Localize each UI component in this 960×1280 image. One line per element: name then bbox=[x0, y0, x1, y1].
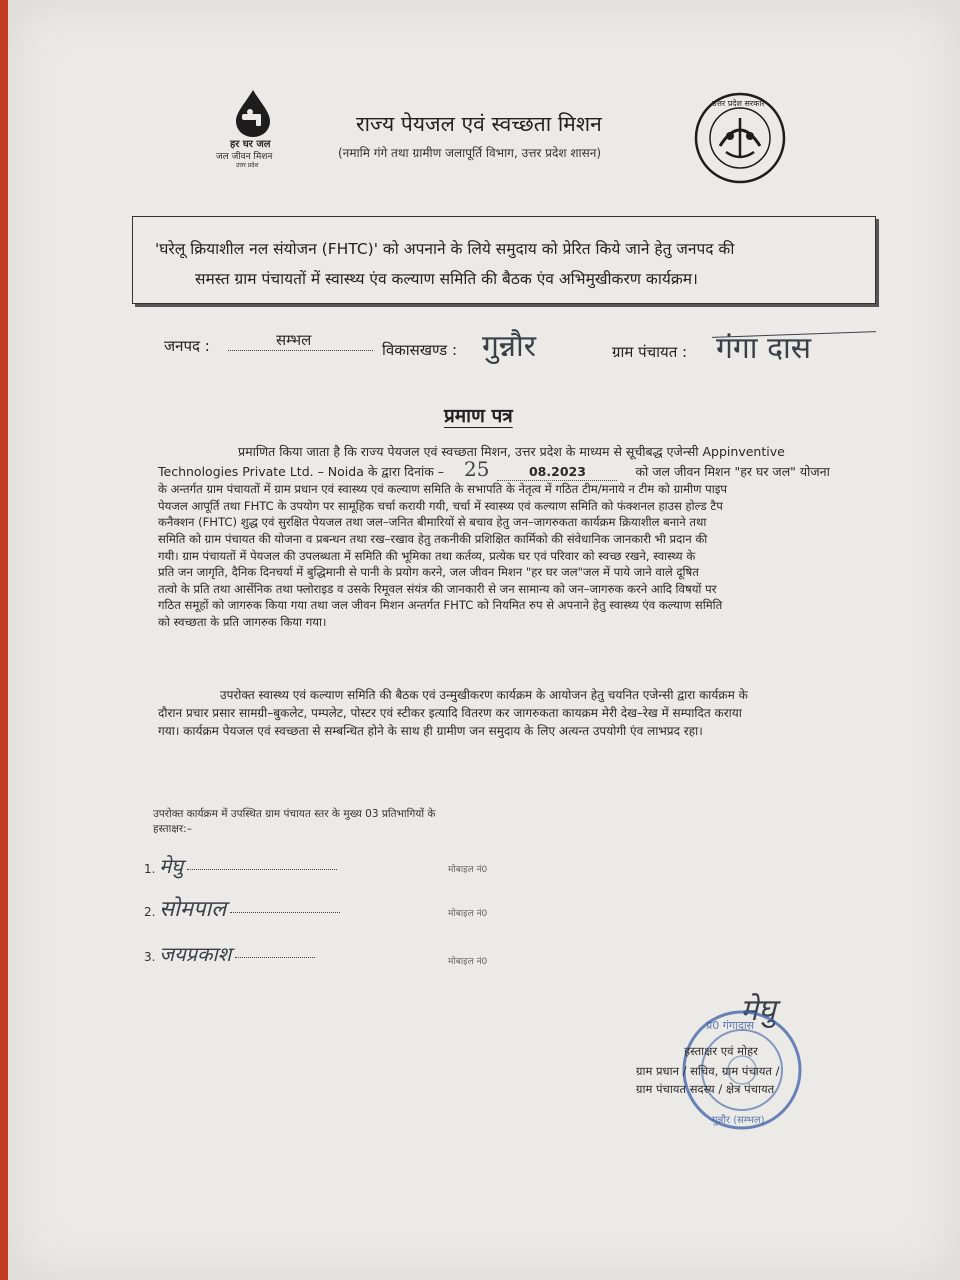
para1-line-2-text: Technologies Private Ltd. – Noida के द्वारा दिनांक – bbox=[158, 463, 445, 479]
para1-line-3: के अन्तर्गत ग्राम पंचायतों में ग्राम प्रधान एवं स्वास्थ्य एवं कल्याण समिति के सभापति के नेतृत्व में गठित टीम/मनाये न टीम को ग्रामीण पाइप bbox=[158, 482, 728, 497]
para1-line-5: कनैक्शन (FHTC) शुद्ध एवं सुरक्षित पेयजल तथा जल–जनित बीमारियों से बचाव हेतु जन–जागरुकता कार्यक्रम क्रियाशील बनाने तथा bbox=[158, 515, 707, 530]
har-ghar-jal-logo bbox=[218, 88, 288, 178]
pradhan-designation-line2: ग्राम पंचायत सदस्य / क्षेत्र पंचायत bbox=[636, 1082, 775, 1096]
para1-line-11: को स्वच्छता के प्रति जागरुक किया गया। bbox=[158, 614, 327, 629]
signature-dotline bbox=[230, 912, 340, 913]
para2-line-3: गया। कार्यक्रम पेयजल एवं स्वच्छता से सम्बन्धित होने के साथ ही ग्रामीण जन समुदाय के लिए अत्यन्त उपयोगी एंव लाभप्रद रहा। bbox=[158, 724, 703, 738]
date-suffix: को जल जीवन मिशन "हर घर जल" योजना bbox=[635, 463, 830, 479]
para1-line-8: प्रति जन जागृति, दैनिक दिनचर्या में बुद्धिमानी से पानी के प्रयोग करने, जल जीवन मिशन "हर घर जल"जल में पाये जाने वाले दूषित bbox=[158, 565, 699, 580]
certificate-heading: प्रमाण पत्र bbox=[444, 405, 513, 427]
panchayat-value-handwritten: गंगा दास bbox=[716, 331, 812, 366]
para1-line-10: गठित समूहों को जागरुक किया गया तथा जल जीवन मिशन अन्तर्गत FHTC को नियमित रुप से अपनाने हेतु स्वास्थ्य एंव कल्याण समिति bbox=[158, 598, 723, 613]
mission-title: राज्य पेयजल एवं स्वच्छता मिशन bbox=[356, 112, 602, 136]
panchayat-label: ग्राम पंचायत : bbox=[612, 343, 688, 361]
block-value-handwritten: गुन्नौर bbox=[482, 329, 537, 364]
pradhan-designation-line1: ग्राम प्रधान / सचिव, ग्राम पंचायत / bbox=[636, 1064, 780, 1078]
logo-brand-line3: उत्तर प्रदेश bbox=[236, 162, 259, 169]
district-dotline bbox=[228, 350, 373, 351]
program-title-line2: समस्त ग्राम पंचायतों में स्वास्थ्य एंव कल्याण समिति की बैठक एंव अभिमुखीकरण कार्यक्रम। bbox=[195, 270, 698, 288]
handwritten-date-day: 25 bbox=[464, 456, 490, 481]
signature-dotline bbox=[235, 957, 315, 958]
block-label: विकासखण्ड : bbox=[382, 341, 458, 359]
logo-brand-line1: हर घर जल bbox=[230, 139, 271, 150]
sign-seal-label: हस्ताक्षर एवं मोहर bbox=[684, 1044, 758, 1058]
up-government-emblem bbox=[694, 92, 786, 184]
participant-row-2 bbox=[144, 893, 340, 923]
stamp-text-bottom: गुन्नौर (सम्भल) bbox=[712, 1115, 765, 1126]
pradhan-signature: मेघु bbox=[740, 993, 776, 1028]
mission-subtitle: (नमामि गंगे तथा ग्रामीण जलापूर्ति विभाग, उत्तर प्रदेश शासन) bbox=[338, 146, 602, 160]
participant-row-3 bbox=[144, 940, 315, 967]
participant-signature: सोमपाल bbox=[159, 897, 227, 922]
certificate-page bbox=[8, 0, 960, 1280]
stamp-text-top: प्र0 गंगादास bbox=[706, 1019, 755, 1032]
participant-signature: मेघु bbox=[159, 854, 184, 878]
participant-row-1 bbox=[144, 852, 337, 879]
mobile-label-1: मोबाइल नं0 bbox=[448, 865, 488, 875]
participants-intro bbox=[153, 807, 553, 837]
program-title-line1: 'घरेलू क्रियाशील नल संयोजन (FHTC)' को अपनाने के लिये समुदाय को प्रेरित किये जाने हेतु जनपद की bbox=[155, 240, 735, 258]
signature-dotline bbox=[187, 869, 337, 870]
para2-line-2: दौरान प्रचार प्रसार सामग्री–बुकलेट, पम्पलेट, पोस्टर एवं स्टीकर इत्यादि वितरण कर जागरुकता कायक्रम मेरी देख–रेख में सम्पादित कराया bbox=[158, 706, 742, 720]
participant-number: 2. bbox=[144, 905, 156, 919]
para1-line-6: समिति को ग्राम पंचायत की योजना व प्रबन्धन तथा रख–रखाव हेतु तकनीकी प्रशिक्षित कार्मिको की संवेधानिक जानकारी भी प्रदान की bbox=[158, 531, 708, 546]
participants-intro-line1: उपरोक्त कार्यक्रम में उपस्थित ग्राम पंचायत स्तर के मुख्य 03 प्रतिभागियों के bbox=[153, 808, 436, 820]
participant-number: 1. bbox=[144, 862, 156, 876]
logo-brand-line2: जल जीवन मिशन bbox=[216, 152, 273, 162]
participants-intro-line2: हस्ताक्षर:– bbox=[153, 823, 192, 835]
participant-number: 3. bbox=[144, 950, 156, 964]
printed-date: 08.2023 bbox=[497, 464, 617, 482]
para1-line-9: तत्वो के प्रति तथा आर्सेनिक तथा फ्लोराइड व उसके रिमूवल संयंत्र की जानकारी से जन सामान्य को जन–जागरुक करने आदि विषयों पर bbox=[158, 581, 717, 596]
para1-line-1: प्रमाणित किया जाता है कि राज्य पेयजल एवं स्वच्छता मिशन, उत्तर प्रदेश के माध्यम से सूचीबद्ध एजेन्सी Appinventive bbox=[238, 444, 785, 459]
mobile-label-2: मोबाइल नं0 bbox=[448, 909, 488, 919]
para1-line-4: पेयजल आपूर्ति तथा FHTC के उपयोग पर सामूहिक चर्चा करायी गयी, चर्चा में स्वास्थ्य एवं कल्याण समिति को फंक्शनल हाउस होल्ड टैप bbox=[158, 498, 723, 513]
para1-line-2 bbox=[158, 456, 893, 482]
district-label: जनपद : bbox=[164, 337, 210, 355]
water-drop-tap-icon bbox=[228, 88, 278, 138]
program-title-box bbox=[132, 216, 876, 304]
para1-line-7: गयी। ग्राम पंचायतों में पेयजल की उपलब्धता में समिति की भूमिका तथा कर्तव्य, प्रत्येक घर एवं परिवार को स्वच्छ रखने, स्वास्थ्य के bbox=[158, 548, 696, 563]
para2-line-1: उपरोक्त स्वास्थ्य एवं कल्याण समिति की बैठक एवं उन्मुखीकरण कार्यक्रम के आयोजन हेतु चयनित एजेन्सी द्वारा कार्यक्रम के bbox=[220, 688, 748, 702]
emblem-text: उत्तर प्रदेश सरकार bbox=[712, 99, 765, 108]
mobile-label-3: मोबाइल नं0 bbox=[448, 957, 488, 967]
body-paragraph-1 bbox=[158, 444, 893, 631]
body-paragraph-2 bbox=[158, 686, 893, 740]
district-value: सम्भल bbox=[276, 331, 312, 349]
participant-signature: जयप्रकाश bbox=[159, 942, 232, 966]
